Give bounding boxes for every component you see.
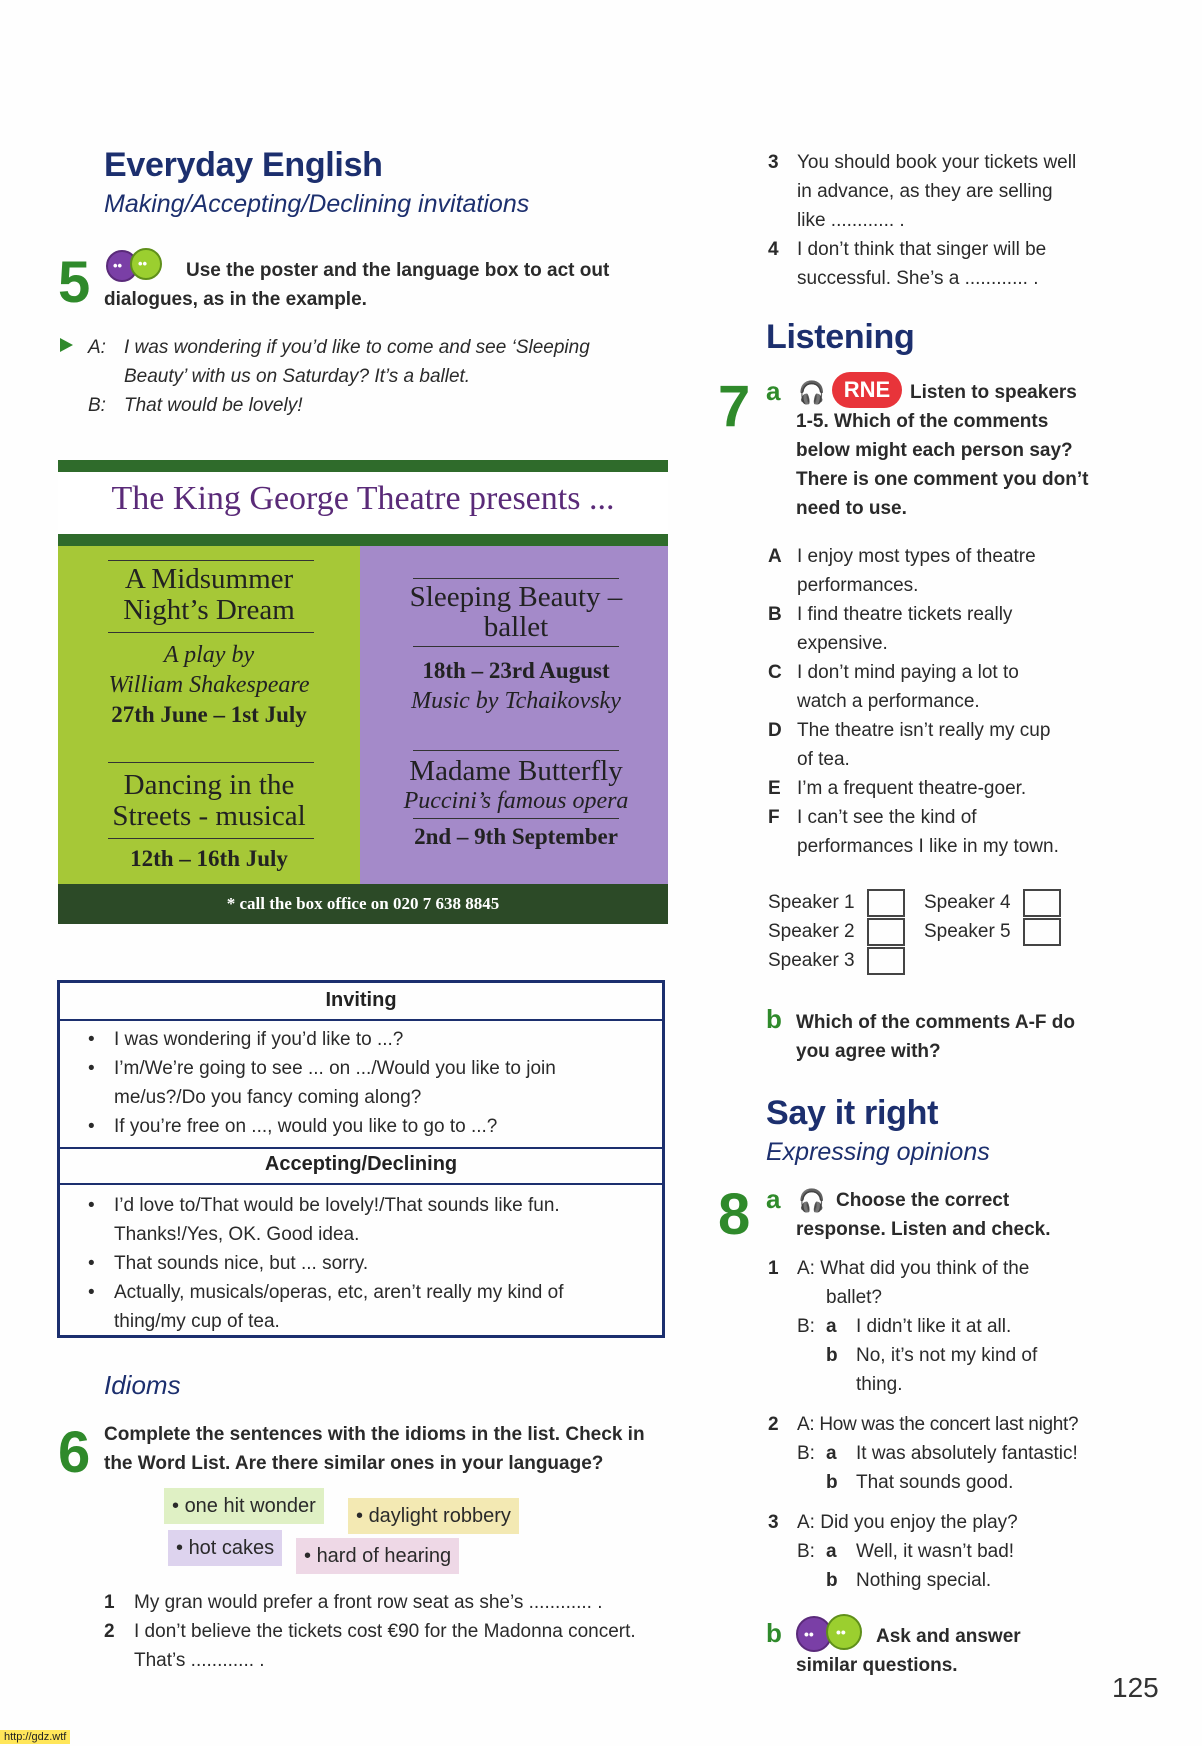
headphones-icon: 🎧 — [798, 380, 826, 405]
ex6-instruction-2: the Word List. Are there similar ones in your language? — [104, 1453, 604, 1474]
pair-work-icon: •• •• — [796, 1612, 866, 1650]
show1-line-2: William Shakespeare — [108, 672, 310, 698]
exercise-letter: b — [766, 1004, 782, 1034]
item-question: A: Did you enjoy the play? — [797, 1512, 1018, 1533]
option-key: A — [768, 546, 782, 567]
option-letter-b[interactable]: b — [826, 1345, 838, 1366]
answer-box[interactable] — [867, 947, 905, 975]
accepting-item: • I’d love to/That would be lovely!/That sounds like fun. — [88, 1195, 560, 1216]
option-key: D — [768, 720, 782, 741]
option-letter-b[interactable]: b — [826, 1570, 838, 1591]
answer-box[interactable] — [1023, 918, 1061, 946]
exercise-number: 7 — [718, 374, 751, 439]
option-text: The theatre isn’t really my cup — [797, 720, 1051, 741]
ex5-instruction-2: dialogues, as in the example. — [104, 289, 367, 310]
dialogue-speaker-b: B: — [88, 395, 106, 416]
response-a: Well, it wasn’t bad! — [856, 1541, 1015, 1562]
option-text-cont: of tea. — [797, 749, 850, 770]
item-number: 1 — [768, 1258, 779, 1279]
response-b-cont: thing. — [856, 1374, 903, 1395]
response-a: It was absolutely fantastic! — [856, 1443, 1078, 1464]
speaker-2: Speaker 2 — [768, 917, 905, 946]
ex8-instruction-1: Choose the correct — [836, 1190, 1010, 1211]
option-text: I’m a frequent theatre-goer. — [797, 778, 1027, 799]
show1-line-1: A play by — [163, 642, 255, 668]
response-a: I didn’t like it at all. — [856, 1316, 1012, 1337]
section-subtitle: Making/Accepting/Declining invitations — [104, 190, 530, 218]
item-question-cont: ballet? — [826, 1287, 882, 1308]
section-title: Everyday English — [104, 146, 383, 184]
option-text-cont: performances. — [797, 575, 919, 596]
ex7b-instruction-1: Which of the comments A-F do — [796, 1012, 1076, 1033]
show1-dates: 27th June – 1st July — [111, 702, 307, 727]
poster-divider — [58, 534, 668, 546]
dialogue-speaker-a: A: — [88, 337, 106, 358]
inviting-item-cont: me/us?/Do you fancy coming along? — [114, 1087, 422, 1108]
speaker-4: Speaker 4 — [924, 888, 1061, 917]
poster-footer: * call the box office on 020 7 638 8845 — [58, 884, 668, 924]
response-b: Nothing special. — [856, 1570, 992, 1591]
pair-work-icon: •• •• — [104, 248, 168, 282]
say-it-right-subtitle: Expressing opinions — [766, 1138, 990, 1166]
show1-name-1: A Midsummer — [124, 563, 294, 595]
show1-name-2: Night’s Dream — [123, 594, 295, 626]
option-text: I can’t see the kind of — [797, 807, 977, 828]
sentence-text: My gran would prefer a front row seat as she’s ............ . — [134, 1592, 603, 1613]
speaker-1: Speaker 1 — [768, 888, 905, 917]
ex8b-instruction-2: similar questions. — [796, 1655, 958, 1676]
sentence-text-cont: successful. She’s a ............ . — [797, 268, 1039, 289]
sentence-text-cont: like ............ . — [797, 210, 905, 231]
inviting-item: • I’m/We’re going to see ... on .../Would you like to join — [88, 1058, 556, 1079]
ex8b-instruction-1: Ask and answer — [876, 1626, 1021, 1647]
response-b: No, it’s not my kind of — [856, 1345, 1038, 1366]
show2-line-1: Music by Tchaikovsky — [411, 688, 621, 714]
answer-box[interactable] — [1023, 889, 1061, 917]
accepting-item-cont: thing/my cup of tea. — [114, 1311, 280, 1332]
option-text: I find theatre tickets really — [797, 604, 1013, 625]
option-key: C — [768, 662, 782, 683]
option-key: E — [768, 778, 781, 799]
option-key: F — [768, 807, 780, 828]
show3-name-1: Dancing in the — [123, 769, 295, 801]
dialogue-line-b1: That would be lovely! — [124, 395, 303, 416]
sentence-text: I don’t believe the tickets cost €90 for the Madonna concert. — [134, 1621, 636, 1642]
sentence-text-cont: That’s ............ . — [134, 1650, 265, 1671]
ex5-instruction-1: Use the poster and the language box to act out — [186, 260, 610, 281]
watermark: http://gdz.wtf — [0, 1730, 70, 1744]
exercise-letter: b — [766, 1618, 782, 1648]
show4-name-1: Madame Butterfly — [409, 755, 623, 787]
option-letter-a[interactable]: a — [826, 1541, 837, 1562]
option-letter-a[interactable]: a — [826, 1443, 837, 1464]
poster-top-bar — [58, 460, 668, 472]
idioms-heading: Idioms — [104, 1370, 181, 1400]
sentence-text: I don’t think that singer will be — [797, 239, 1047, 260]
show2-name-2: ballet — [483, 611, 549, 643]
show2-name-1: Sleeping Beauty – — [409, 581, 623, 613]
show4-line-1: Puccini’s famous opera — [403, 788, 629, 814]
show3-name-2: Streets - musical — [112, 800, 306, 832]
sentence-text-cont: in advance, as they are selling — [797, 181, 1053, 202]
option-text-cont: expensive. — [797, 633, 888, 654]
ex7-instruction: need to use. — [796, 498, 907, 519]
option-letter-a[interactable]: a — [826, 1316, 837, 1337]
sentence-number: 1 — [104, 1592, 115, 1613]
play-arrow-icon — [60, 338, 73, 352]
sentence-number: 3 — [768, 152, 779, 173]
response-b: That sounds good. — [856, 1472, 1014, 1493]
item-question: A: What did you think of the — [797, 1258, 1030, 1279]
accepting-item: • Actually, musicals/operas, etc, aren’t really my kind of — [88, 1282, 564, 1303]
rne-badge: RNE — [832, 372, 902, 408]
option-text-cont: performances I like in my town. — [797, 836, 1059, 857]
show4-dates: 2nd – 9th September — [414, 824, 618, 849]
exercise-letter: a — [766, 376, 781, 406]
answer-box[interactable] — [867, 918, 905, 946]
inviting-header: Inviting — [325, 989, 397, 1011]
option-text-cont: watch a performance. — [797, 691, 980, 712]
exercise-letter: a — [766, 1184, 781, 1214]
ex7-instruction: below might each person say? — [796, 440, 1073, 461]
say-it-right-title: Say it right — [766, 1094, 939, 1132]
option-key: B — [768, 604, 782, 625]
ex7-instruction: Listen to speakers — [910, 382, 1077, 403]
item-number: 3 — [768, 1512, 779, 1533]
accepting-header: Accepting/Declining — [264, 1153, 458, 1175]
dialogue-line-a2: Beauty’ with us on Saturday? It’s a ballet. — [124, 366, 471, 387]
headphones-icon: 🎧 — [798, 1188, 826, 1213]
sentence-number: 2 — [104, 1621, 115, 1642]
ex7-instruction: There is one comment you don’t — [796, 469, 1089, 490]
page-number: 125 — [1112, 1672, 1159, 1703]
item-number: 2 — [768, 1414, 779, 1435]
b-prefix: B: — [797, 1316, 815, 1337]
poster-title: The King George Theatre presents ... — [111, 480, 615, 517]
accepting-item-cont: Thanks!/Yes, OK. Good idea. — [114, 1224, 360, 1245]
option-text: I enjoy most types of theatre — [797, 546, 1036, 567]
exercise-number: 6 — [58, 1420, 91, 1485]
ex6-instruction-1: Complete the sentences with the idioms in the list. Check in — [104, 1424, 645, 1445]
b-prefix: B: — [797, 1541, 815, 1562]
item-question: A: How was the concert last night? — [797, 1414, 1079, 1435]
dialogue-line-a1: I was wondering if you’d like to come and see ‘Sleeping — [124, 337, 590, 358]
idiom-tag: • hot cakes — [168, 1530, 282, 1566]
idiom-tag: • hard of hearing — [296, 1538, 459, 1574]
language-box: Inviting • I was wondering if you’d like to ...? • I’m/We’re going to see ... on .../Would you like to join me/us?/Do you fancy coming along? • If you’re free on ..., would you like to go to ...? Accepting/Declining • I’d love to/That would be lovely!/That sounds like fun. Thanks!/Yes, OK. Good idea. • That sounds nice, but ... sorry. • Actually, musicals/operas, etc, aren’t really my kind of thing/my cup of tea. — [57, 980, 665, 1338]
option-text: I don’t mind paying a lot to — [797, 662, 1019, 683]
answer-box[interactable] — [867, 889, 905, 917]
sentence-text: You should book your tickets well — [797, 152, 1077, 173]
idiom-tag: • one hit wonder — [164, 1488, 324, 1524]
show3-dates: 12th – 16th July — [130, 846, 288, 871]
option-letter-b[interactable]: b — [826, 1472, 838, 1493]
b-prefix: B: — [797, 1443, 815, 1464]
listening-title: Listening — [766, 318, 915, 356]
idiom-tag: • daylight robbery — [348, 1498, 519, 1534]
ex8-instruction-2: response. Listen and check. — [796, 1219, 1051, 1240]
ex7b-instruction-2: you agree with? — [796, 1041, 941, 1062]
sentence-number: 4 — [768, 239, 779, 260]
show2-dates: 18th – 23rd August — [422, 658, 610, 683]
theatre-poster — [58, 460, 668, 924]
speaker-5: Speaker 5 — [924, 917, 1061, 946]
exercise-number: 5 — [58, 250, 91, 315]
exercise-number: 8 — [718, 1182, 751, 1247]
speaker-3: Speaker 3 — [768, 946, 905, 975]
ex7-instruction: 1-5. Which of the comments — [796, 411, 1049, 432]
